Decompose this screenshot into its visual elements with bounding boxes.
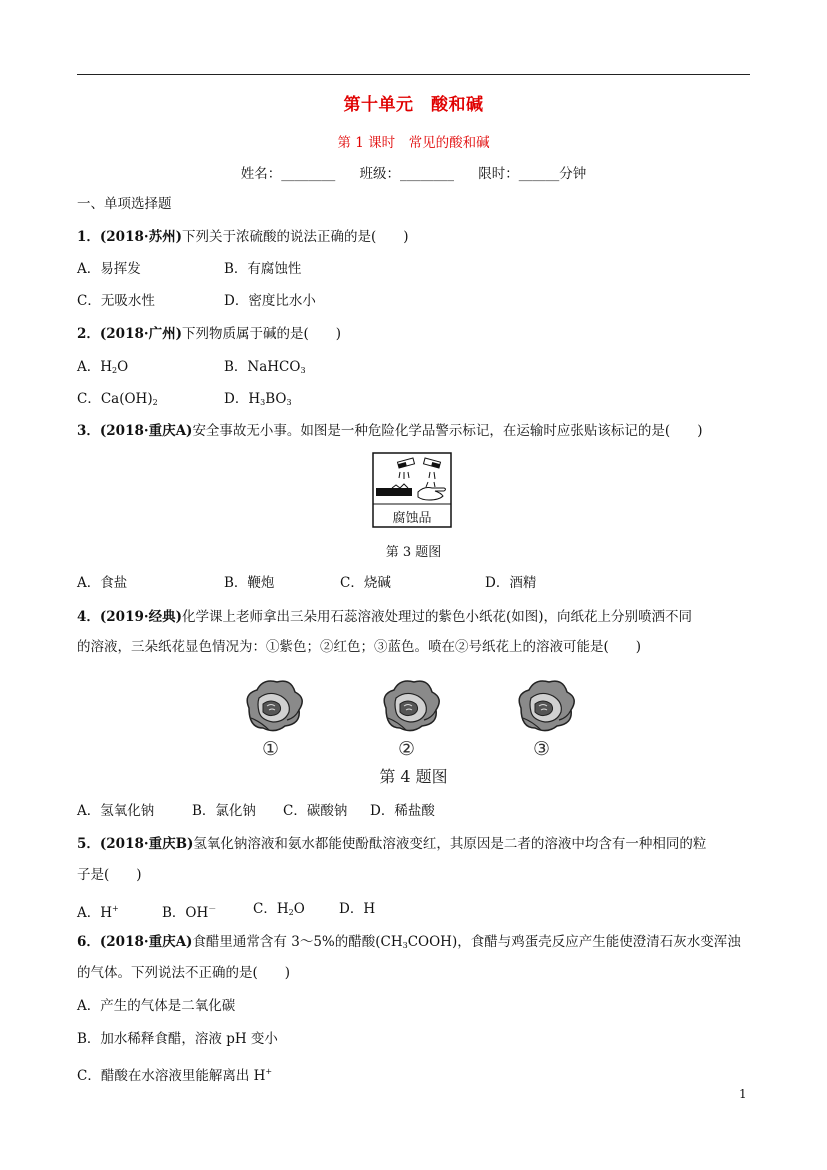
option-c: C．$Ca(OH)_2$ [77, 391, 158, 407]
option-b: B．OH－ [162, 904, 217, 921]
flower-icon [243, 678, 305, 734]
student-info-line [0, 162, 827, 182]
question-stem: 下列关于浓硫酸的说法正确的是( ) [181, 229, 409, 245]
question-source: (2019·经典) [99, 609, 182, 625]
option-d: D．密度比水小 [224, 293, 316, 309]
question-source: (2018·重庆A) [99, 934, 193, 950]
option-d: D．稀盐酸 [370, 803, 435, 819]
page-subtitle: 第 1 课时 常见的酸和碱 [337, 135, 490, 151]
header-rule [77, 74, 750, 75]
option-d: D．H [339, 901, 376, 917]
question-stem: 食醋里通常含有 3～5%的醋酸$(CH_3COOH)$，食醋与鸡蛋壳反应产生能使澄清石灰水变浑浊 [192, 934, 741, 950]
page-number: 1 [739, 1087, 747, 1101]
option-c: C．$H_2O$ [253, 901, 305, 917]
paper-flower-1 [243, 678, 305, 734]
question-stem: 氢氧化钠溶液和氨水都能使酚酞溶液变红，其原因是二者的溶液中均含有一种相同的粒 [193, 836, 707, 852]
option-d: D．$H_3BO_3$ [224, 391, 292, 407]
question-5-continued: 子是( ) [77, 867, 142, 883]
time-field-label: 限时：______分钟 [478, 166, 587, 182]
option-c: C．无吸水性 [77, 293, 155, 309]
question-number: 5． [77, 836, 100, 852]
option-c: C．烧碱 [340, 575, 391, 591]
figure-caption: 第 3 题图 [385, 545, 442, 560]
question-number: 2． [77, 326, 100, 342]
question-number: 4． [77, 609, 100, 625]
option-b: B．加水稀释食醋，溶液 pH 变小 [77, 1031, 278, 1047]
figure-caption: 第 4 题图 [379, 767, 448, 786]
option-a: A．易挥发 [77, 261, 141, 277]
question-4-continued: 的溶液，三朵纸花显色情况为：①紫色；②红色；③蓝色。喷在②号纸花上的溶液可能是( ) [77, 639, 642, 655]
question-number: 1． [77, 229, 100, 245]
section-heading: 一、单项选择题 [77, 196, 172, 212]
sign-label: 腐蚀品 [392, 511, 432, 526]
option-b: B．NaHCO$_3$ [224, 359, 306, 375]
corrosive-warning-sign [372, 452, 452, 528]
flower-icon [380, 678, 442, 734]
question-source: (2018·广州) [99, 326, 182, 342]
option-a: A．产生的气体是二氧化碳 [77, 998, 236, 1014]
flower-label-1: ① [262, 738, 280, 760]
question-2 [77, 324, 341, 344]
flower-icon [515, 678, 577, 734]
option-a: A．$H_2O$ [77, 359, 129, 375]
question-stem: 化学课上老师拿出三朵用石蕊溶液处理过的紫色小纸花(如图)，向纸花上分别喷洒不同 [181, 609, 693, 625]
option-a: A．食盐 [77, 575, 128, 591]
question-stem: 安全事故无小事。如图是一种危险化学品警示标记，在运输时应张贴该标记的是( ) [192, 423, 703, 439]
option-b: B．有腐蚀性 [224, 261, 302, 277]
question-4 [77, 607, 692, 627]
question-6-continued: 的气体。下列说法不正确的是( ) [77, 965, 291, 981]
name-field-label: 姓名：________ [240, 166, 336, 182]
class-field-label: 班级：________ [359, 166, 454, 182]
question-5 [77, 834, 706, 854]
question-3 [77, 421, 702, 441]
question-number: 6． [77, 934, 100, 950]
option-c: C．碳酸钠 [283, 803, 348, 819]
option-c: C．醋酸在水溶液里能解离出 H+ [77, 1067, 273, 1084]
question-source: (2018·重庆B) [99, 836, 194, 852]
question-1 [77, 227, 409, 247]
question-stem: 下列物质属于碱的是( ) [181, 326, 342, 342]
option-b: B．鞭炮 [224, 575, 275, 591]
question-6 [77, 932, 741, 956]
page-title: 第十单元 酸和碱 [343, 95, 484, 115]
option-a: A．氢氧化钠 [77, 803, 155, 819]
option-d: D．酒精 [485, 575, 537, 591]
paper-flower-3 [515, 678, 577, 734]
flower-label-3: ③ [533, 738, 551, 760]
question-source: (2018·重庆A) [99, 423, 193, 439]
question-number: 3． [77, 423, 100, 439]
paper-flower-2 [380, 678, 442, 734]
option-a: A．H+ [77, 904, 119, 921]
flower-label-2: ② [398, 738, 416, 760]
option-b: B．氯化钠 [192, 803, 256, 819]
question-source: (2018·苏州) [99, 229, 182, 245]
